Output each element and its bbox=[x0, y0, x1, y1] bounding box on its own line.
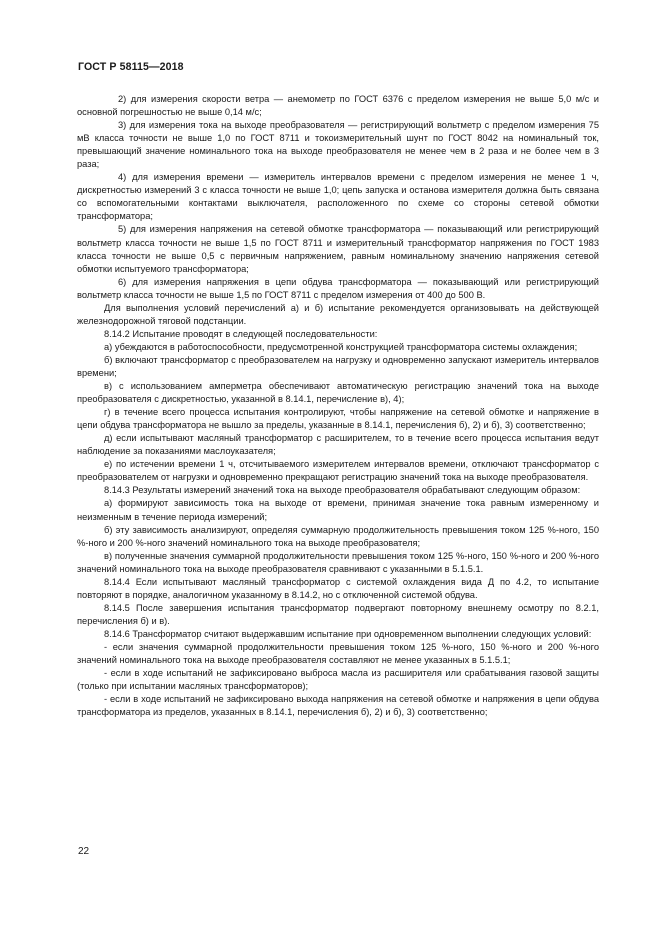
paragraph: Для выполнения условий перечислений а) и б) испытание рекомендуется организовывать на действующей железнодорожной тяговой подстанции. bbox=[77, 302, 599, 326]
list-item: е) по истечении времени 1 ч, отсчитываемого измерителем интервалов времени, отключают трансформатор с преобразователем от нагрузки и одновременно прекращают регистрацию значений тока на выходе преобразователя. bbox=[77, 459, 599, 483]
list-item: - если значения суммарной продолжительности превышения током 125 %-ного, 150 %-ного и 200 %-ного значений номинального тока на выходе преобразователя составляют не менее указанных в 5.1.5.1; bbox=[77, 641, 599, 666]
paragraph: 3) для измерения тока на выходе преобразователя — регистрирующий вольтметр с пределом измерения 75 мВ класса точности не выше 1,0 по ГОСТ 8711 и токоизмерительный шунт по ГОСТ 8042 на номинальный ток, превышающий значение номинального тока на выходе преобразователя не менее чем в 2 раза и не более чем в 3 раза; bbox=[77, 120, 599, 170]
list-item: в) полученные значения суммарной продолжительности превышения током 125 %-ного, 150 %-ного и 200 %-ного значений номинального тока на выходе преобразователя сравнивают с указанными в 5.1.5.1. bbox=[77, 550, 599, 574]
list-item: а) убеждаются в работоспособности, предусмотренной конструкцией трансформатора системы охлаждения; bbox=[104, 341, 578, 352]
list-item: б) включают трансформатор с преобразователем на нагрузку и одновременно запускают измеритель интервалов времени; bbox=[77, 354, 599, 378]
list-item: б) эту зависимость анализируют, определяя суммарную продолжительность превышения током 125 %-ного, 150 %-ного и 200 %-ного значений номинального тока на выходе преобразователя; bbox=[77, 524, 599, 548]
list-item: г) в течение всего процесса испытания контролируют, чтобы напряжение на сетевой обмотке и напряжение в цепи обдува трансформатора не вышло за пределы, указанные в 8.14.1, перечисления б), 2) и б), 3) соответственно; bbox=[77, 407, 599, 431]
paragraph: 4) для измерения времени — измеритель интервалов времени с пределом измерения не менее 1 ч, дискретностью измерений 3 с класса точности не выше 1,0; цепь запуска и останова измерителя должна быть связана со вспомогательными контактами выключателя, расположенного по схеме со стороны сетевой обмотки трансформатора; bbox=[77, 172, 599, 222]
section-8-14-4: 8.14.4 Если испытывают масляный трансформатор с системой охлаждения вида Д по 4.2, то испытание повторяют в порядке, аналогичном указанному в 8.14.2, но с отключенной системой обдува. bbox=[77, 576, 599, 600]
paragraph: 5) для измерения напряжения на сетевой обмотке трансформатора — показывающий или регистрирующий вольтметр класса точности не выше 1,5 по ГОСТ 8711 и измерительный трансформатор напряжения по ГОСТ 1983 класса точности не выше 0,5 с первичным напряжением, равным номинальному значению напряжения сетевой обмотки испытуемого трансформатора; bbox=[77, 224, 599, 274]
list-item: - если в ходе испытаний не зафиксировано выхода напряжения на сетевой обмотке и напряжения в цепи обдува трансформатора из пределов, указанных в 8.14.1, перечисления б), 2) и б), 3) соответственно; bbox=[77, 694, 599, 718]
section-8-14-3: 8.14.3 Результаты измерений значений тока на выходе преобразователя обрабатывают следующим образом: bbox=[104, 485, 581, 496]
section-8-14-2: 8.14.2 Испытание проводят в следующей последовательности: bbox=[104, 328, 378, 339]
document-body bbox=[77, 93, 599, 719]
paragraph: 2) для измерения скорости ветра — анемометр по ГОСТ 6376 с пределом измерения не выше 5,0 м/с и основной погрешностью не выше 0,14 м/с; bbox=[77, 94, 599, 118]
list-item: а) формируют зависимость тока на выходе от времени, принимая значение тока равным измеренному и неизменным в течение периода измерений; bbox=[77, 498, 599, 522]
list-item: в) с использованием амперметра обеспечивают автоматическую регистрацию значений тока на выходе преобразователя с дискретностью, указанной в 8.14.1, перечисление в), 4); bbox=[77, 381, 599, 405]
page-number: 22 bbox=[78, 846, 90, 857]
list-item: д) если испытывают масляный трансформатор с расширителем, то в течение всего процесса испытания ведут наблюдение за показаниями маслоуказателя; bbox=[77, 433, 599, 457]
document-header: ГОСТ Р 58115—2018 bbox=[78, 61, 184, 73]
section-8-14-6: 8.14.6 Трансформатор считают выдержавшим испытание при одновременном выполнении следующих условий: bbox=[104, 628, 592, 639]
paragraph: 6) для измерения напряжения в цепи обдува трансформатора — показывающий или регистрирующий вольтметр класса точности не выше 1,5 по ГОСТ 8711 с пределом измерения от 400 до 500 В. bbox=[77, 276, 599, 300]
list-item: - если в ходе испытаний не зафиксировано выброса масла из расширителя или срабатывания газовой защиты (только при испытании масляных трансформаторов); bbox=[77, 668, 599, 692]
section-8-14-5: 8.14.5 После завершения испытания трансформатор подвергают повторному внешнему осмотру по 8.2.1, перечисления б) и в). bbox=[77, 602, 599, 626]
